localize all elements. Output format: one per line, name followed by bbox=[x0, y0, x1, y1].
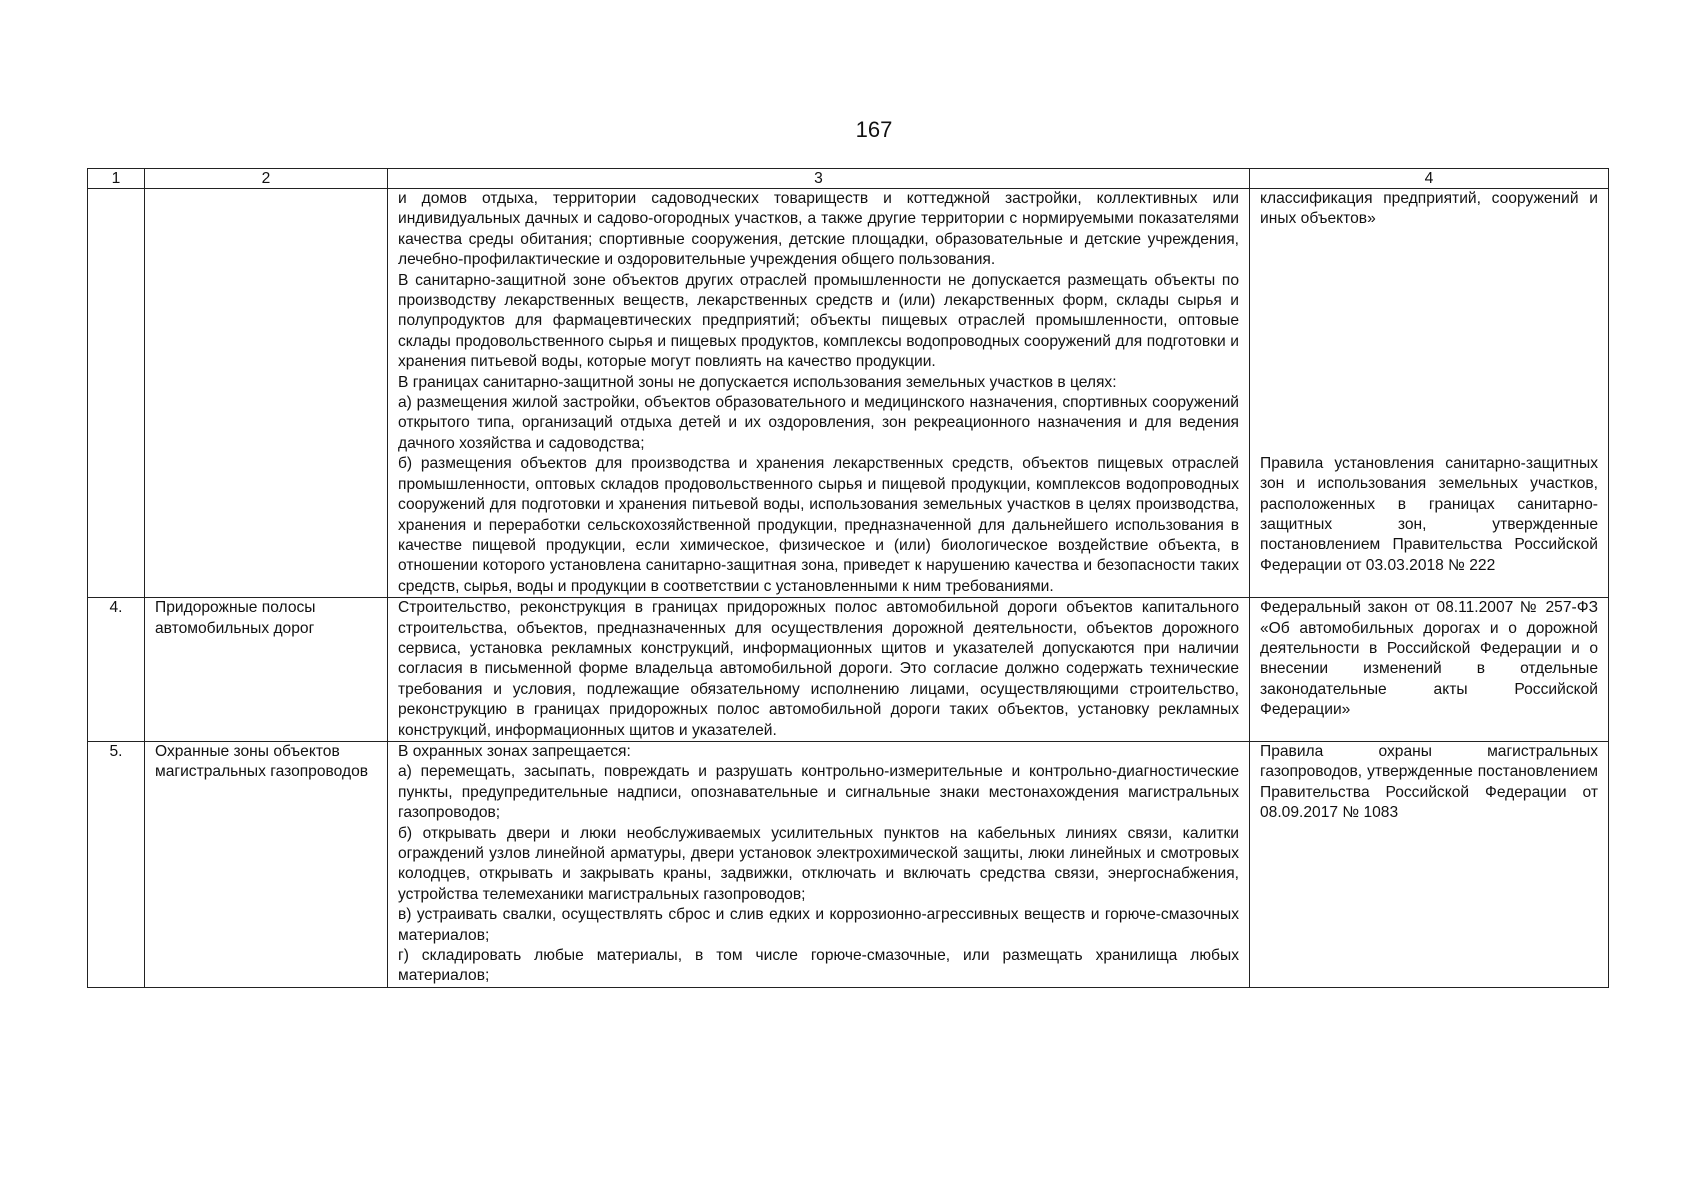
paragraph: и домов отдыха, территории садоводческих товариществ и коттеджной застройки, коллективных или индивидуальных дачных и садово-огородных участков, а также другие территории с нормируемыми показателями качества среды обитания; спортивные сооружения, детские площадки, образовательные и детские учреждения, лечебно-профилактические и оздоровительные учреждения общего пользования. bbox=[398, 190, 1239, 269]
column-header-3: 3 bbox=[388, 169, 1250, 189]
spacer bbox=[1260, 230, 1598, 454]
table-row bbox=[88, 598, 1609, 742]
table-row bbox=[88, 741, 1609, 987]
paragraph: В границах санитарно-защитной зоны не допускается использования земельных участков в целях: bbox=[398, 373, 1117, 391]
legal-reference bbox=[1250, 741, 1609, 987]
reference-paragraph: классификация предприятий, сооружений и иных объектов» bbox=[1260, 190, 1598, 228]
legal-reference bbox=[1250, 598, 1609, 742]
regulations-table bbox=[87, 168, 1609, 988]
zone-name: Придорожные полосы автомобильных дорог bbox=[145, 598, 388, 742]
page-number: 167 bbox=[855, 117, 893, 142]
table-row bbox=[88, 189, 1609, 598]
reference-paragraph: Федеральный закон от 08.11.2007 № 257-ФЗ «Об автомобильных дорогах и о дорожной деятельности в Российской Федерации и о внесении изменений в отдельные законодательные акты Российской Федерации» bbox=[1260, 599, 1598, 719]
paragraph: В охранных зонах запрещается: bbox=[398, 742, 631, 760]
column-header-1: 1 bbox=[88, 169, 145, 189]
column-header-4: 4 bbox=[1250, 169, 1609, 189]
paragraph: б) открывать двери и люки необслуживаемых усилительных пунктов на кабельных линиях связи, калитки ограждений узлов линейной арматуры, двери установок электрохимической защиты, люки линейных и смотровых колодцев, открывать и закрывать краны, задвижки, отключать и включать средства связи, энергоснабжения, устройства телемеханики магистральных газопроводов; bbox=[398, 824, 1239, 903]
paragraph: а) размещения жилой застройки, объектов образовательного и медицинского назначения, спортивных сооружений открытого типа, организаций отдыха детей и их оздоровления, зон рекреационного назначения и для ведения дачного хозяйства и садоводства; bbox=[398, 394, 1239, 452]
reference-paragraph: Правила охраны магистральных газопроводов, утвержденные постановлением Правительства Российской Федерации от 08.09.2017 № 1083 bbox=[1260, 742, 1598, 822]
legal-reference bbox=[1250, 189, 1609, 598]
paragraph: Строительство, реконструкция в границах придорожных полос автомобильной дороги объектов капитального строительства, объектов, предназначенных для осуществления дорожной деятельности, объектов дорожного сервиса, установка рекламных конструкций, информационных щитов и указателей допускаются при наличии согласия в письменной форме владельца автомобильной дороги. Это согласие должно содержать технические требования и условия, подлежащие обязательному исполнению лицами, осуществляющими строительство, реконструкцию в границах придорожных полос автомобильной дороги таких объектов, установку рекламных конструкций, информационных щитов и указателей. bbox=[398, 599, 1239, 739]
paragraph: а) перемещать, засыпать, повреждать и разрушать контрольно-измерительные и контрольно-диагностические пункты, предупредительные надписи, опознавательные и сигнальные знаки местонахождения магистральных газопроводов; bbox=[398, 763, 1239, 822]
restrictions-text bbox=[388, 598, 1250, 742]
table-header-row bbox=[88, 169, 1609, 189]
paragraph: В санитарно-защитной зоне объектов других отраслей промышленности не допускается размещать объекты по производству лекарственных веществ, лекарственных средств и (или) лекарственных форм, склады сырья и полупродуктов для фармацевтических предприятий; объекты пищевых отраслей промышленности, оптовые склады продовольственного сырья и пищевых продуктов, комплексы водопроводных сооружений для подготовки и хранения питьевой воды, которые могут повлиять на качество продукции. bbox=[398, 271, 1239, 371]
zone-name: Охранные зоны объектов магистральных газопроводов bbox=[145, 741, 388, 987]
paragraph: в) устраивать свалки, осуществлять сброс и слив едких и коррозионно-агрессивных веществ и горюче-смазочных материалов; bbox=[398, 906, 1239, 944]
row-number: 4. bbox=[88, 598, 145, 742]
row-number bbox=[88, 189, 145, 598]
zone-name bbox=[145, 189, 388, 598]
restrictions-text bbox=[388, 741, 1250, 987]
row-number: 5. bbox=[88, 741, 145, 987]
restrictions-text bbox=[388, 189, 1250, 598]
reference-paragraph: Правила установления санитарно-защитных зон и использования земельных участков, расположенных в границах санитарно-защитных зон, утвержденные постановлением Правительства Российской Федерации от 03.03.2018 № 222 bbox=[1260, 454, 1598, 574]
column-header-2: 2 bbox=[145, 169, 388, 189]
paragraph: б) размещения объектов для производства и хранения лекарственных средств, объектов пищевых отраслей промышленности, оптовых складов продовольственного сырья и пищевой продукции, комплексов водопроводных сооружений для подготовки и хранения питьевой воды, использования земельных участков в целях производства, хранения и переработки сельскохозяйственной продукции, предназначенной для дальнейшего использования в качестве пищевой продукции, если химическое, физическое и (или) биологическое воздействие объекта, в отношении которого установлена санитарно-защитная зона, приведет к нарушению качества и безопасности таких средств, сырья, воды и продукции в соответствии с установленными к ним требованиями. bbox=[398, 455, 1239, 595]
paragraph: г) складировать любые материалы, в том числе горюче-смазочные, или размещать хранилища любых материалов; bbox=[398, 947, 1239, 985]
